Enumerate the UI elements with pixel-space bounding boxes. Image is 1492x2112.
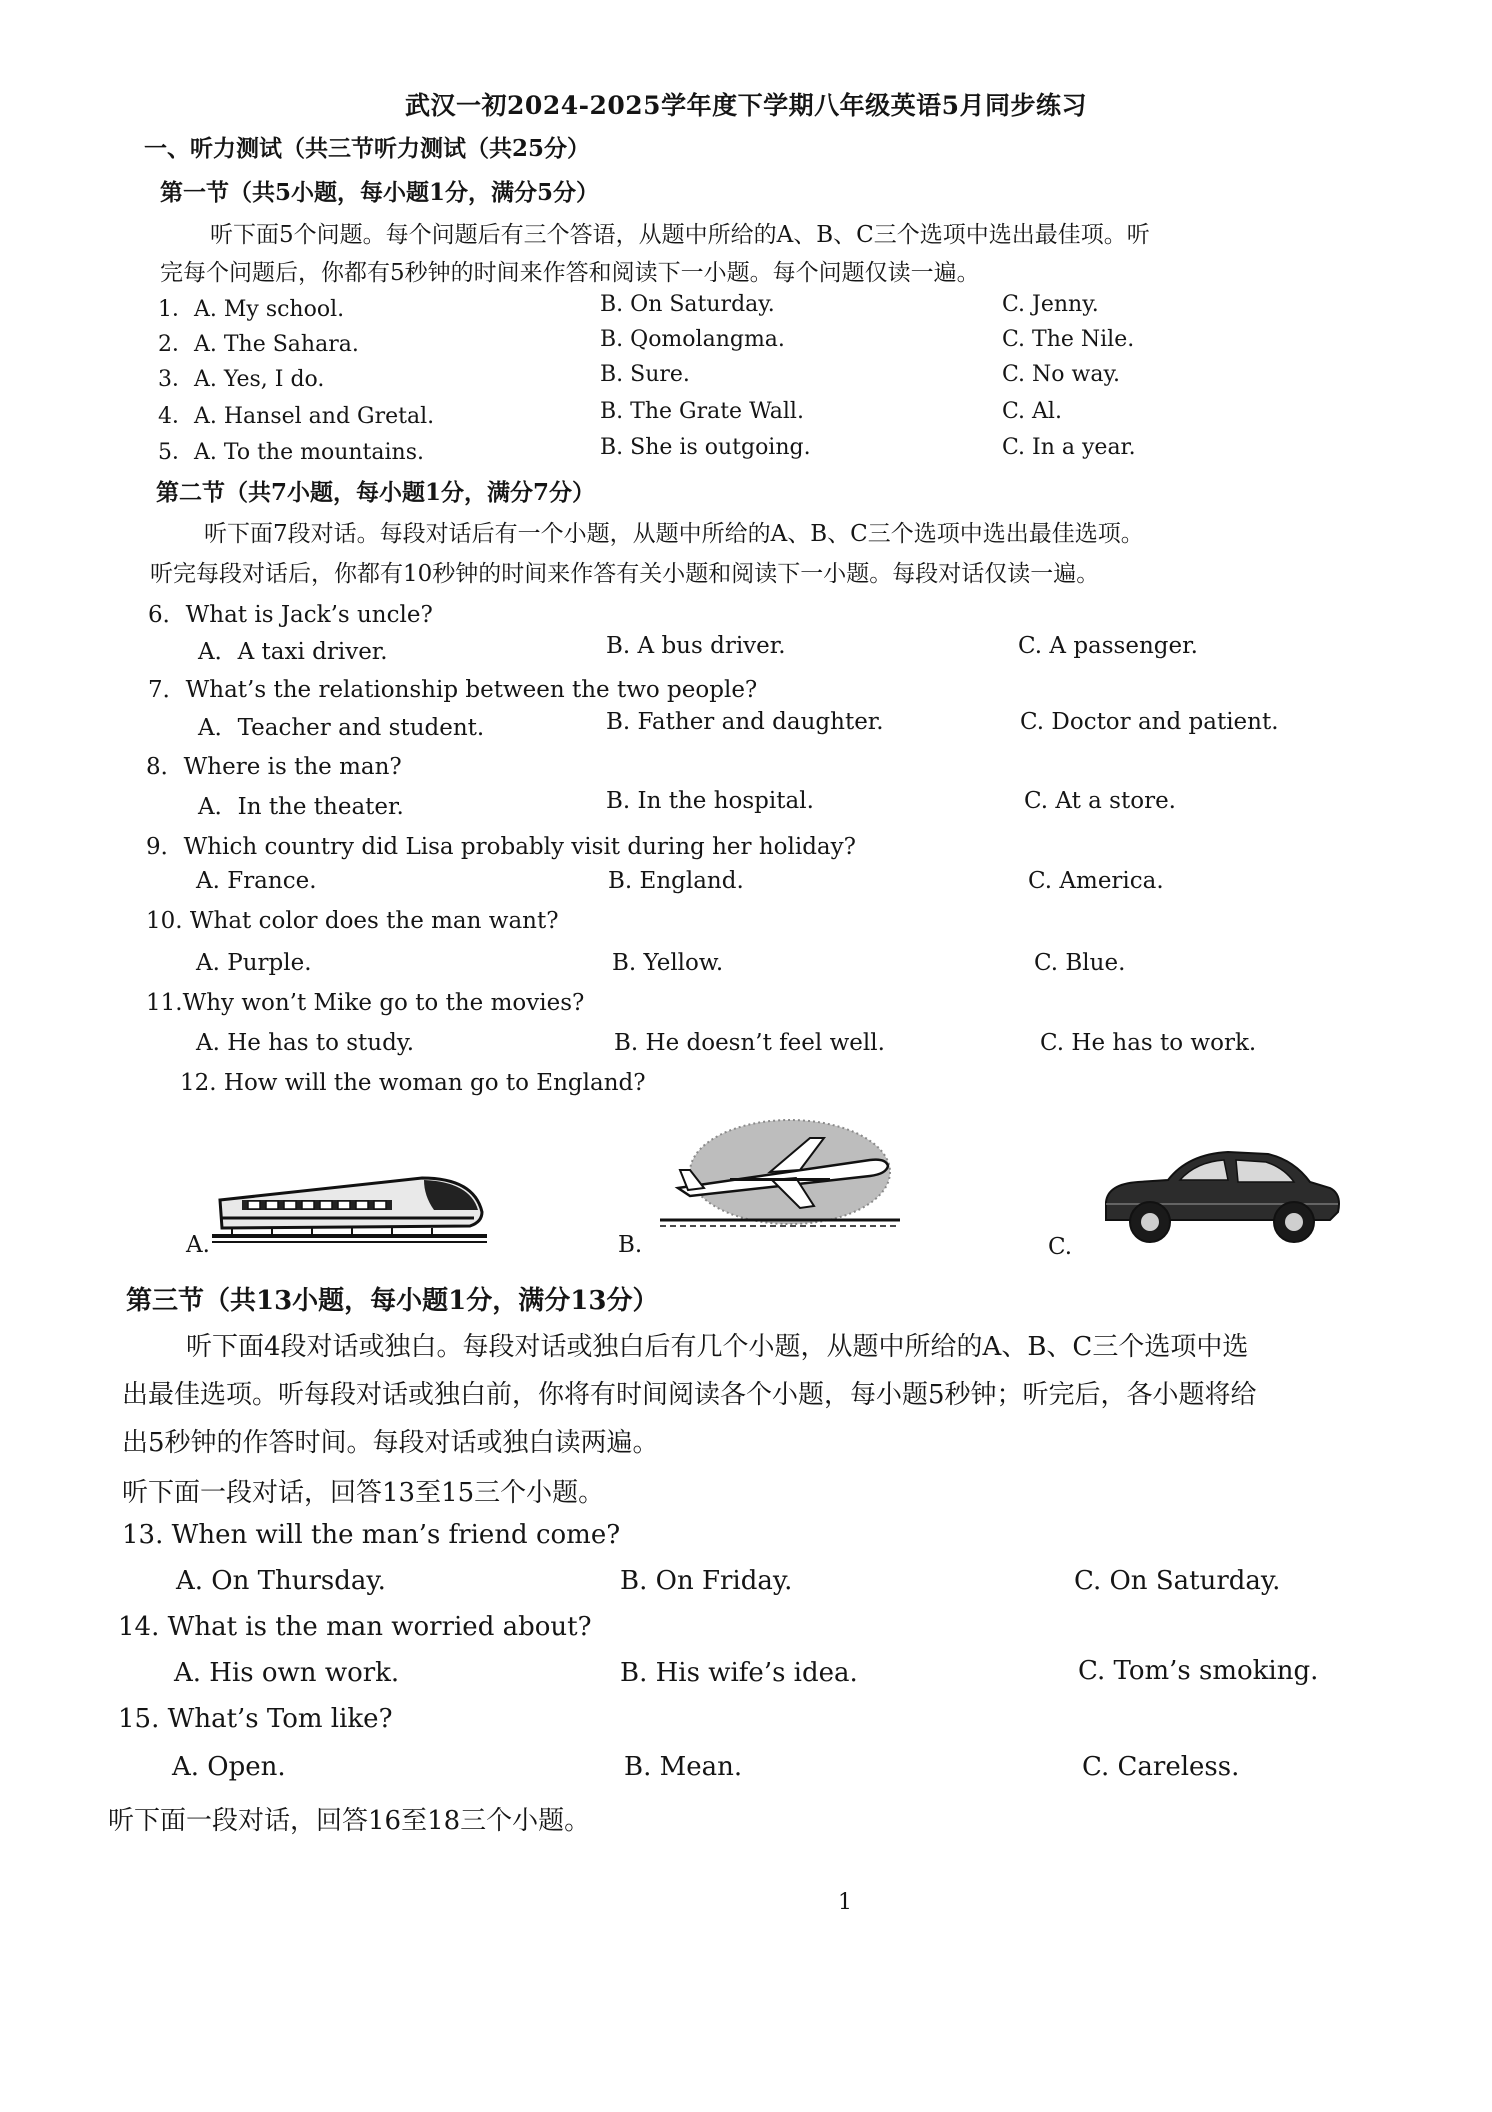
- q15-option-a: A. Open.: [172, 1752, 286, 1782]
- section2-instruction-line2: 听完每段对话后，你都有10秒钟的时间来作答有关小题和阅读下一小题。每段对话仅读一遍。: [150, 561, 1100, 587]
- page-number: 1: [838, 1890, 852, 1915]
- q7-question: 7．What’s the relationship between the two people?: [148, 677, 758, 703]
- q9-question: 9．Which country did Lisa probably visit during her holiday?: [146, 834, 856, 860]
- q15-option-c: C. Careless.: [1082, 1752, 1240, 1782]
- section2-heading: 第二节（共7小题，每小题1分，满分7分）: [156, 479, 596, 506]
- q11-question: 11.Why won’t Mike go to the movies?: [146, 990, 585, 1016]
- q1-option-c: C. Jenny.: [1002, 292, 1099, 317]
- q4-option-b: B. The Grate Wall.: [600, 399, 804, 424]
- q2-option-b: B. Qomolangma.: [600, 327, 785, 352]
- q13-question: 13. When will the man’s friend come?: [122, 1520, 621, 1550]
- q11-option-c: C. He has to work.: [1040, 1030, 1257, 1056]
- section1-instruction-line1: 听下面5个问题。每个问题后有三个答语，从题中所给的A、B、C三个选项中选出最佳项。听: [210, 222, 1150, 248]
- q10-option-b: B. Yellow.: [612, 950, 724, 976]
- q13-option-c: C. On Saturday.: [1074, 1566, 1281, 1596]
- q7-option-a: A．Teacher and student.: [198, 715, 485, 741]
- car-icon: [1098, 1142, 1344, 1250]
- q14-option-c: C. Tom’s smoking.: [1078, 1656, 1319, 1686]
- q15-question: 15. What’s Tom like?: [118, 1704, 393, 1734]
- q9-option-a: A. France.: [196, 868, 317, 894]
- q7-option-c: C. Doctor and patient.: [1020, 709, 1279, 735]
- q14-option-a: A. His own work.: [174, 1658, 400, 1688]
- q6-option-b: B. A bus driver.: [606, 633, 786, 659]
- q7-option-b: B. Father and daughter.: [606, 709, 884, 735]
- q9-option-b: B. England.: [608, 868, 744, 894]
- q12-picture-label-c: C.: [1048, 1234, 1073, 1260]
- q8-question: 8．Where is the man?: [146, 754, 402, 780]
- section1-instruction-line2: 完每个问题后，你都有5秒钟的时间来作答和阅读下一小题。每个问题仅读一遍。: [160, 260, 980, 286]
- q13-option-a: A. On Thursday.: [176, 1566, 386, 1596]
- q3-option-b: B. Sure.: [600, 362, 690, 387]
- q14-question: 14. What is the man worried about?: [118, 1612, 592, 1642]
- q10-option-a: A. Purple.: [196, 950, 312, 976]
- section3-instruction-line2: 出最佳选项。听每段对话或独白前，你将有时间阅读各个小题，每小题5秒钟；听完后，各小题将给: [122, 1380, 1257, 1410]
- group1-intro: 听下面一段对话，回答13至15三个小题。: [122, 1478, 605, 1508]
- q3-option-a: 3．A. Yes, I do.: [158, 367, 325, 392]
- section1-heading: 第一节（共5小题，每小题1分，满分5分）: [160, 179, 600, 206]
- section3-instruction-line1: 听下面4段对话或独白。每段对话或独白后有几个小题，从题中所给的A、B、C三个选项中选: [186, 1332, 1249, 1362]
- q6-question: 6．What is Jack’s uncle?: [148, 602, 433, 628]
- q10-option-c: C. Blue.: [1034, 950, 1126, 976]
- q13-option-b: B. On Friday.: [620, 1566, 793, 1596]
- section2-instruction-line1: 听下面7段对话。每段对话后有一个小题，从题中所给的A、B、C三个选项中选出最佳选项。: [204, 521, 1144, 547]
- q3-option-c: C. No way.: [1002, 362, 1120, 387]
- part1-heading: 一、听力测试（共三节听力测试（共25分）: [144, 135, 591, 162]
- q2-option-a: 2．A. The Sahara.: [158, 332, 359, 357]
- section3-instruction-line3: 出5秒钟的作答时间。每段对话或独白读两遍。: [122, 1428, 659, 1458]
- q5-option-a: 5．A. To the mountains.: [158, 440, 424, 465]
- q11-option-b: B. He doesn’t feel well.: [614, 1030, 885, 1056]
- q12-question: 12. How will the woman go to England?: [180, 1070, 646, 1096]
- q8-option-c: C. At a store.: [1024, 788, 1176, 814]
- q5-option-b: B. She is outgoing.: [600, 435, 811, 460]
- q1-option-a: 1．A. My school.: [158, 297, 345, 322]
- q8-option-a: A．In the theater.: [198, 794, 404, 820]
- page-title: 武汉一初2024-2025学年度下学期八年级英语5月同步练习: [405, 91, 1087, 120]
- section3-heading: 第三节（共13小题，每小题1分，满分13分）: [126, 1286, 659, 1316]
- airplane-icon: [660, 1112, 900, 1242]
- group2-intro: 听下面一段对话，回答16至18三个小题。: [108, 1806, 591, 1836]
- q15-option-b: B. Mean.: [624, 1752, 743, 1782]
- q11-option-a: A. He has to study.: [196, 1030, 415, 1056]
- train-icon: [212, 1140, 492, 1250]
- q8-option-b: B. In the hospital.: [606, 788, 814, 814]
- q4-option-c: C. Al.: [1002, 399, 1062, 424]
- q2-option-c: C. The Nile.: [1002, 327, 1135, 352]
- q12-picture-label-b: B.: [618, 1232, 643, 1258]
- q6-option-c: C. A passenger.: [1018, 633, 1198, 659]
- q6-option-a: A．A taxi driver.: [198, 639, 388, 665]
- q12-picture-label-a: A.: [186, 1232, 210, 1258]
- q4-option-a: 4．A. Hansel and Gretal.: [158, 404, 435, 429]
- q14-option-b: B. His wife’s idea.: [620, 1658, 858, 1688]
- q1-option-b: B. On Saturday.: [600, 292, 775, 317]
- q10-question: 10. What color does the man want?: [146, 908, 559, 934]
- q9-option-c: C. America.: [1028, 868, 1164, 894]
- q5-option-c: C. In a year.: [1002, 435, 1136, 460]
